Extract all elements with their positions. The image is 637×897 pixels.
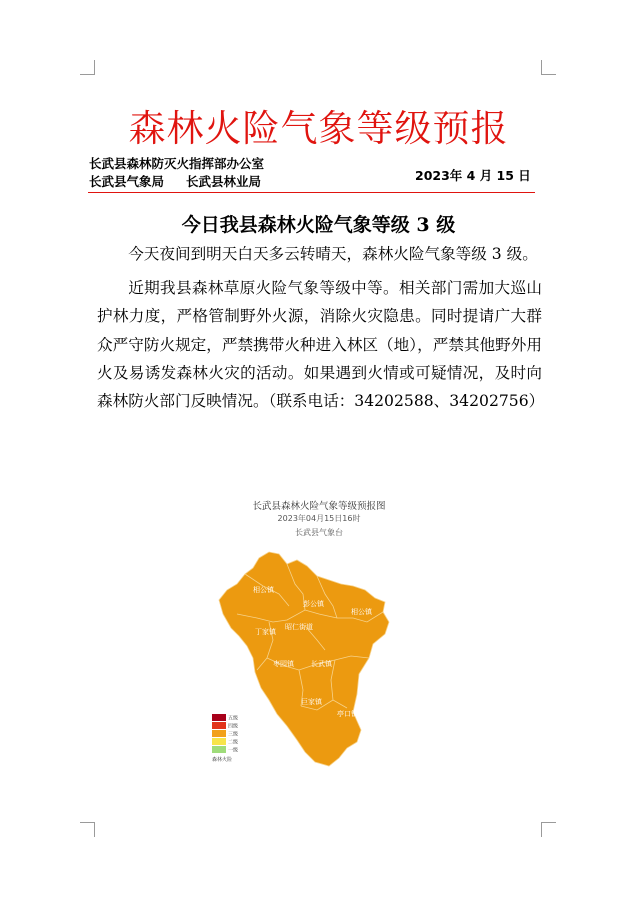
fire-danger-map [207, 494, 431, 777]
legend-title: 森林火险 [212, 757, 233, 763]
town-label-5: 昭仁街道 [285, 623, 313, 631]
map-title: 长武县森林火险气象等级预报图 [252, 501, 386, 512]
legend-label-5: 一级 [228, 747, 239, 754]
header-divider [88, 192, 535, 193]
legend-label-2: 四级 [228, 723, 239, 730]
town-label-8: 巨家镇 [301, 698, 322, 706]
map-legend [212, 714, 238, 763]
issuer-line-1: 长武县森林防灭火指挥部办公室 [89, 156, 265, 171]
article-subtitle: 今日我县森林火险气象等级 3 级 [181, 214, 456, 236]
legend-swatch-3 [212, 730, 226, 737]
legend-swatch-4 [212, 738, 226, 745]
legend-swatch-2 [212, 722, 226, 729]
county-region [219, 552, 389, 766]
paragraph-advice: 近期我县森林草原火险气象等级中等。相关部门需加大巡山护林力度，严格管制野外火源，消除火灾隐患。同时提请广大群众严守防火规定，严禁携带火种进入林区（地），严禁其他野外用火及易诱发森林火灾的活动。如果遇到火情或可疑情况，及时向森林防火部门反映情况。（联系电话：34202588、34202756） [97, 279, 545, 411]
legend-swatch-5 [212, 746, 226, 753]
legend-swatch-1 [212, 714, 226, 721]
margin-mark-top-right [541, 60, 556, 75]
margin-mark-bottom-left [80, 822, 95, 837]
county-map-graphic [207, 494, 431, 777]
legend-label-1: 五级 [228, 715, 239, 722]
issuer-forestry-bureau: 长武县林业局 [186, 174, 262, 189]
map-time: 2023年04月15日16时 [277, 514, 361, 523]
issuer-line-2 [89, 172, 283, 190]
issuer-meteorological-bureau: 长武县气象局 [89, 174, 165, 189]
town-label-3: 相公镇 [351, 608, 372, 616]
margin-mark-bottom-right [541, 822, 556, 837]
legend-label-3: 三级 [228, 731, 239, 738]
town-label-2: 彭公镇 [303, 600, 324, 608]
town-label-7: 长武镇 [311, 660, 332, 668]
issue-date: 2023年 4 月 15 日 [415, 168, 531, 183]
legend-label-4: 二级 [228, 739, 239, 746]
paragraph-forecast: 今天夜间到明天白天多云转晴天，森林火险气象等级 3 级。 [128, 245, 538, 263]
town-label-9: 亭口镇 [337, 710, 358, 718]
town-label-1: 相公镇 [253, 586, 274, 594]
article-body [97, 240, 545, 415]
document-title: 森林火险气象等级预报 [128, 107, 509, 150]
town-label-6: 枣园镇 [273, 660, 294, 668]
margin-mark-top-left [80, 60, 95, 75]
town-label-4: 丁家镇 [255, 628, 276, 636]
map-source: 长武县气象台 [295, 528, 343, 537]
